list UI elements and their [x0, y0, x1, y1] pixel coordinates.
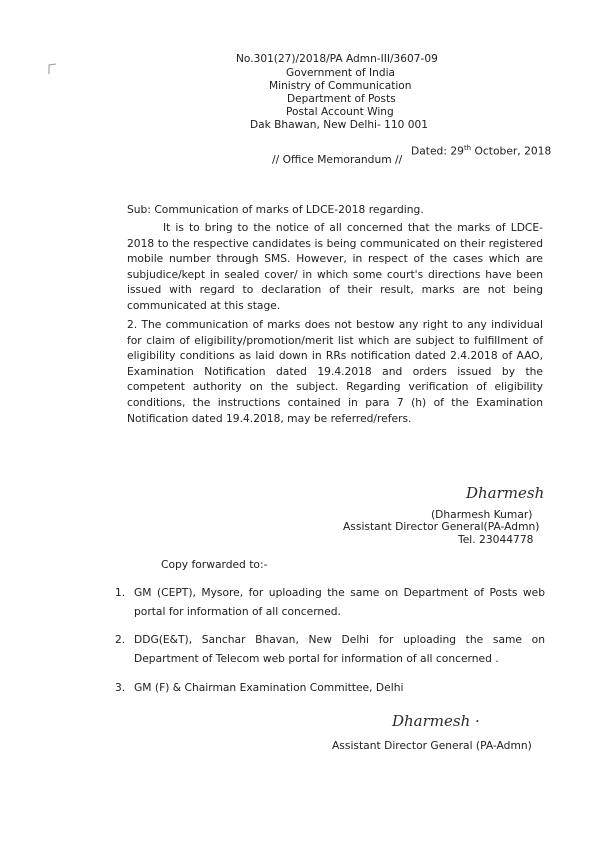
date-sup: th — [463, 144, 472, 152]
signatory-designation-2: Assistant Director General (PA-Admn) — [332, 739, 532, 752]
subject-line: Sub: Communication of marks of LDCE-2018 regarding. — [127, 203, 424, 216]
signature-1-image: Dharmesh — [466, 484, 545, 502]
header-government: Government of India — [286, 67, 396, 79]
list-item-number: 2. — [115, 633, 126, 646]
list-item — [115, 630, 545, 670]
date-prefix: Dated: 29 — [411, 144, 464, 158]
header-ministry: Ministry of Communication — [269, 80, 412, 92]
signatory-designation-1: Assistant Director General(PA-Admn) — [343, 520, 540, 533]
corner-mark-icon — [46, 62, 60, 76]
signatory-name: (Dharmesh Kumar) — [431, 508, 533, 521]
date-suffix: October, 2018 — [471, 144, 552, 158]
header-department: Department of Posts — [287, 93, 396, 105]
paragraph-2: 2. The communication of marks does not bestow any right to any individual for claim of eligibility/promotion/merit list which are subject to fulfillment of eligibility conditions as laid down in RRs notification dated 2.4.2018 of AAO, Examination Notification dated 19.4.2018 and orders issued by the competent authority on the subject. Regarding verification of eligibility conditions, the instructions contained in para 7 (h) of the Examination Notification dated 19.4.2018, may be referred/refers. — [127, 318, 543, 425]
list-item-number: 1. — [115, 586, 126, 599]
copy-forwarded-heading: Copy forwarded to:- — [161, 558, 268, 571]
list-item-text: GM (F) & Chairman Examination Committee, Delhi — [134, 681, 404, 694]
list-item — [115, 583, 545, 623]
header-address: Dak Bhawan, New Delhi- 110 001 — [250, 119, 428, 131]
list-item — [115, 678, 545, 698]
memo-title: // Office Memorandum // — [272, 153, 403, 166]
signatory-telephone: Tel. 23044778 — [458, 533, 534, 546]
paragraph-1: It is to bring to the notice of all concerned that the marks of LDCE-2018 to the respective candidates is being communicated on their registered mobile number through SMS. However, in respect of the cases which are subjudice/kept in sealed cover/ in which some court's directions have been issued with regard to declaration of their result, marks are not being communicated at this stage. — [127, 221, 543, 312]
list-item-number: 3. — [115, 681, 126, 694]
date-line — [411, 141, 551, 159]
reference-number: No.301(27)/2018/PA Admn-III/3607-09 — [236, 53, 438, 65]
list-item-text: GM (CEPT), Mysore, for uploading the same on Department of Posts web portal for information of all concerned. — [134, 586, 545, 618]
header-wing: Postal Account Wing — [286, 106, 394, 118]
list-item-text: DDG(E&T), Sanchar Bhavan, New Delhi for uploading the same on Department of Telecom web portal for information of all concerned . — [134, 633, 545, 665]
signature-2-image: Dharmesh · — [392, 712, 480, 730]
